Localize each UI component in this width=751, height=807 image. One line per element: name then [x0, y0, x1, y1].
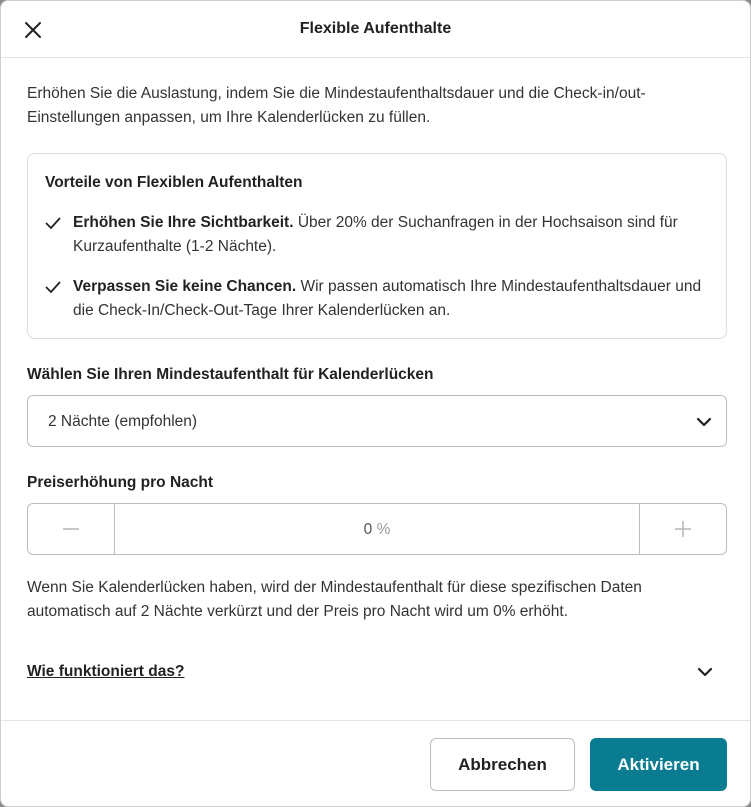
benefit-desc: Über 20% der Suchanfragen in der Hochsaison sind für Kurzaufenthalte (1-2 Nächte).: [73, 214, 678, 255]
activate-button[interactable]: Aktivieren: [590, 738, 727, 791]
min-stay-select[interactable]: [27, 395, 727, 447]
plus-icon: [674, 520, 692, 538]
dialog-footer: [1, 720, 750, 807]
benefits-title: Vorteile von Flexiblen Aufenthalten: [45, 174, 303, 191]
price-increase-stepper: [27, 503, 727, 555]
decrease-button[interactable]: [28, 504, 115, 554]
benefit-text: [73, 211, 718, 259]
benefit-desc: Wir passen automatisch Ihre Mindestaufenthaltsdauer und die Check-In/Check-Out-Tage Ihrer Kalenderlücken an.: [73, 278, 702, 319]
price-increase-value[interactable]: [115, 521, 639, 539]
min-stay-value: 2 Nächte (empfohlen): [48, 413, 198, 430]
intro-text: Erhöhen Sie die Auslastung, indem Sie die Mindestaufenthaltsdauer und die Check-in/out-Einstellungen anpassen, um Ihre Kalenderlücken zu füllen.: [27, 85, 646, 126]
benefit-text: [73, 275, 718, 323]
how-it-works-link[interactable]: Wie funktioniert das?: [27, 663, 185, 680]
minus-icon: [62, 520, 80, 538]
dialog-header: [1, 1, 750, 58]
benefits-box: [27, 153, 727, 339]
benefit-bold: Verpassen Sie keine Chancen.: [73, 278, 297, 295]
min-stay-label: Wählen Sie Ihren Mindestaufenthalt für Kalenderlücken: [27, 366, 434, 383]
cancel-button[interactable]: Abbrechen: [430, 738, 575, 791]
benefit-bold: Erhöhen Sie Ihre Sichtbarkeit.: [73, 214, 294, 231]
check-icon: [45, 215, 61, 231]
price-increase-label: Preiserhöhung pro Nacht: [27, 474, 214, 491]
dialog-title: Flexible Aufenthalte: [299, 20, 452, 37]
increase-button[interactable]: [639, 504, 726, 554]
price-increase-number: 0: [363, 521, 373, 538]
info-text: Wenn Sie Kalenderlücken haben, wird der Mindestaufenthalt für diese spezifischen Daten automatisch auf 2 Nächte verkürzt und der Preis pro Nacht wird um 0% erhöht.: [27, 579, 642, 620]
check-icon: [45, 279, 61, 295]
chevron-down-icon: [694, 412, 714, 432]
percent-unit: %: [376, 521, 391, 538]
chevron-down-icon[interactable]: [695, 662, 715, 682]
